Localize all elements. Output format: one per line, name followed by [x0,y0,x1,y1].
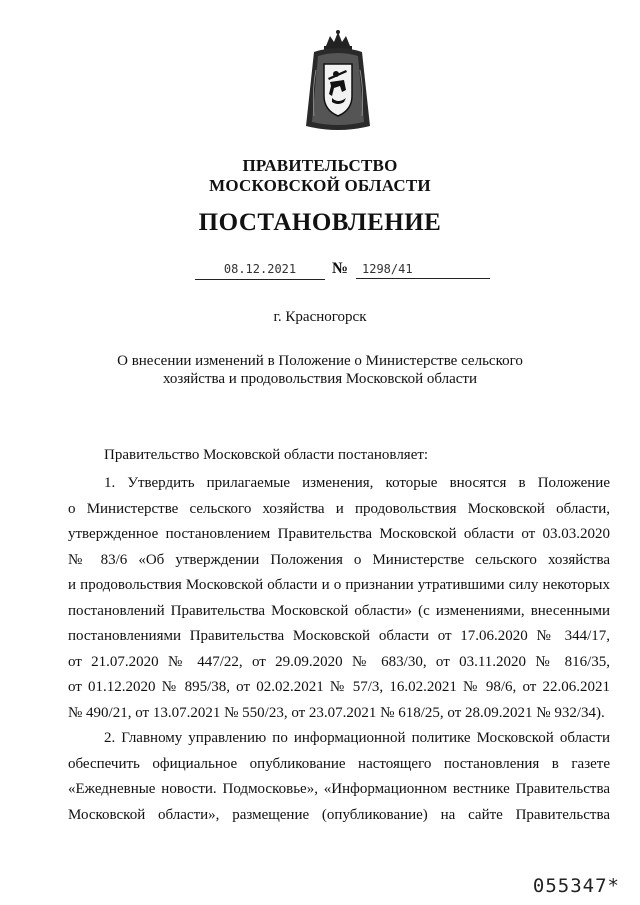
org-line-1: ПРАВИТЕЛЬСТВО [242,156,398,175]
para1-line: от 21.07.2020 № 447/22, от 29.09.2020 № 683/30, от 03.11.2020 № 816/35, [68,653,610,670]
date-number-line [0,259,640,283]
paragraph-2 [68,726,610,828]
number-sign: № [332,260,349,277]
para1-line: о Министерстве сельского хозяйства и продовольствия Московской области, [68,500,610,517]
document-type-title: ПОСТАНОВЛЕНИЕ [198,209,442,236]
organization-name [0,156,640,196]
subject-line-1: О внесении изменений в Положение о Министерстве сельского [117,353,523,369]
para1-line: № 83/6 «Об утверждении Положения о Министерстве сельского хозяйства [68,551,610,568]
registration-stamp: 055347* [532,875,620,897]
intro-paragraph: Правительство Московской области постановляет: [104,447,429,463]
document-number: 1298/41 [356,259,490,279]
para2-line: обеспечить официальное опубликование настоящего постановления в газете [68,755,610,772]
para1-line: 1. Утвердить прилагаемые изменения, которые вносятся в Положение [104,475,610,491]
para2-line: «Ежедневные новости. Подмосковье», «Информационном вестнике Правительства [68,781,610,797]
document-date: 08.12.2021 [195,259,325,280]
subject-line-2: хозяйства и продовольствия Московской области [163,371,477,387]
para2-line: 2. Главному управлению по информационной политике Московской области [104,730,610,746]
para1-line: от 01.12.2020 № 895/38, от 02.02.2021 № 57/3, 16.02.2021 № 98/6, от 22.06.2021 [68,679,610,695]
city-name: г. Красногорск [273,309,367,325]
para1-line: постановлениями Правительства Московской области от 17.06.2020 № 344/17, [68,628,610,644]
para2-line: Московской области», размещение (опубликование) на сайте Правительства [68,806,610,823]
para1-line: постановлений Правительства Московской области» (с изменениями, внесенными [68,602,610,619]
org-line-2: МОСКОВСКОЙ ОБЛАСТИ [209,176,431,195]
coat-of-arms-icon [300,30,376,136]
para1-line: и продовольствия Московской области и о признании утратившими силу некоторых [68,577,610,593]
document-body [68,443,610,828]
para1-line: утвержденное постановлением Правительства Московской области от 03.03.2020 [68,526,610,542]
document-subject [0,352,640,388]
para1-line: № 490/21, от 13.07.2021 № 550/23, от 23.07.2021 № 618/25, от 28.09.2021 № 932/34). [68,704,605,721]
paragraph-1 [68,471,610,726]
